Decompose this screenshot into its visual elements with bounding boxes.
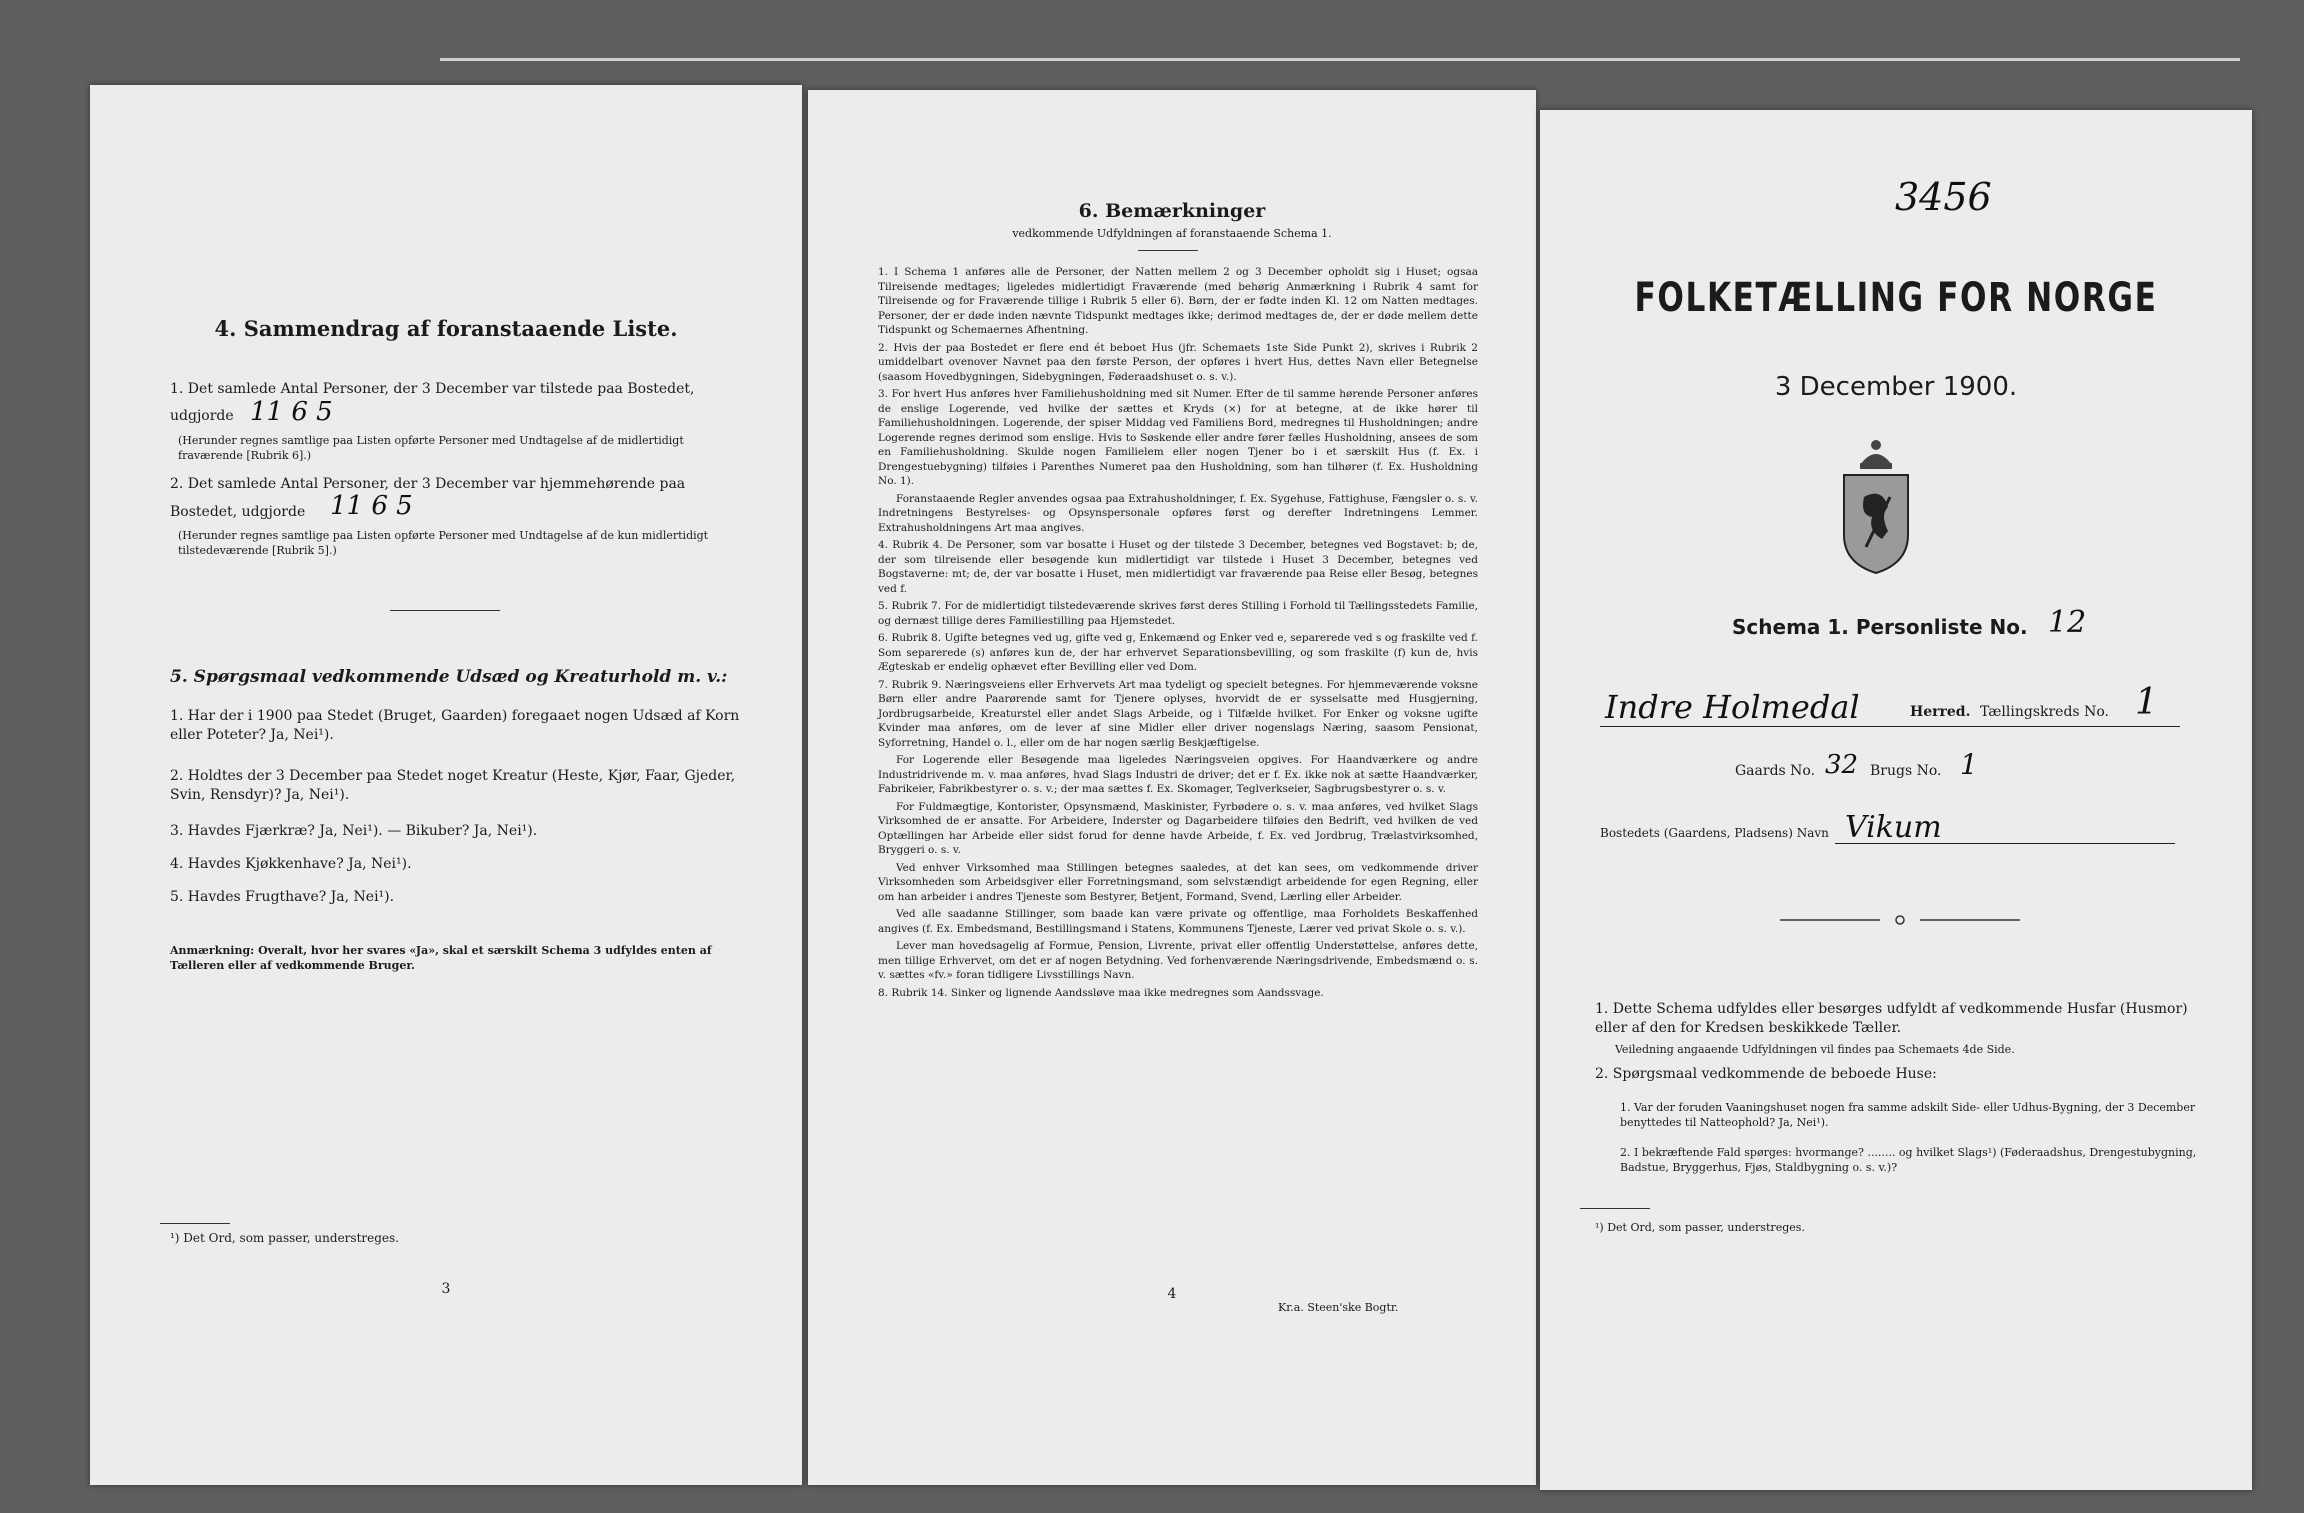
- divider: [390, 610, 500, 611]
- page-3: [90, 85, 802, 1485]
- remarks-list: [878, 265, 1478, 1003]
- remarks-title: 6. Bemærkninger: [1078, 200, 1266, 222]
- page-1-cover: [1540, 110, 2252, 1490]
- remark-item: 5. Rubrik 7. For de midlertidigt tilstedeværende skrives først deres Stilling i Forhold til Tællingsstedets Familie, og dernæst tillige deres Familiestilling paa Hjemstedet.: [878, 600, 1478, 627]
- remark-item: Ved enhver Virksomhed maa Stillingen betegnes saaledes, at det kan sees, om vedkommende driver Virksomheden som Arbeidsgiver eller Forretningsmand, som selvstændigt arbeidende for egen Regning, eller om han arbeider i andres Tjeneste som Bestyrer, Betjent, Formand, Svend, Lærling eller Arbeider.: [878, 861, 1478, 903]
- kreds-label: Tællingskreds No.: [1980, 704, 2109, 720]
- instruction-2-2: 2. I bekræftende Fald spørges: hvormange? ........ og hvilket Slags¹) (Føderaadshus, Drengestubygning, Badstue, Bryggerhus, Fjøs, Staldbygning o. s. v.)?: [1620, 1146, 2197, 1174]
- remark-item: 4. Rubrik 4. De Personer, som var bosatte i Huset og der tilstede 3 December, betegnes ved Bogstavet: b; de, der som tilreisende eller besøgende kun midlertidigt var tilstede i Huset 3 December, betegnes ved Bogstaverne: mt; de, der var bosatte i Huset, men midlertidigt var fraværende paa Reise eller Besøg, betegnes ved f.: [878, 539, 1478, 595]
- remarks-subtitle: vedkommende Udfyldningen af foranstaaende Schema 1.: [1012, 227, 1332, 240]
- remark-item: 6. Rubrik 8. Ugifte betegnes ved ug, gifte ved g, Enkemænd og Enker ved e, separerede ved s og fraskilte ved f. Som separerede (s) anføres kun de, der har erhvervet Separationsbevilling, og som fraskilte (f) kun de, hvis Ægteskab er endelig ophævet efter Bevilling eller ved Dom.: [878, 632, 1478, 673]
- question-3: 3. Havdes Fjærkræ? Ja, Nei¹). — Bikuber? Ja, Nei¹).: [170, 823, 538, 839]
- s4-item2-handwritten: 11 6 5: [330, 491, 413, 521]
- question-4: 4. Havdes Kjøkkenhave? Ja, Nei¹).: [170, 856, 412, 872]
- remark-item: Ved alle saadanne Stillinger, som baade kan være private og offentlige, maa Forholdets Beskaffenhed angives (f. Ex. Embedsmand, Bestillingsmand i Statens, Kommunens Tjeneste, Lærer ved privat Skole o. s. v.).: [878, 908, 1478, 935]
- instruction-1: 1. Dette Schema udfyldes eller besørges udfyldt af vedkommende Husfar (Husmor) eller af den for Kredsen beskikkede Tæller.: [1595, 1001, 2188, 1036]
- herred-label: Herred.: [1910, 704, 1971, 720]
- instruction-2: 2. Spørgsmaal vedkommende de beboede Huse:: [1595, 1066, 1937, 1082]
- divider: [1138, 250, 1198, 251]
- remark-item: Lever man hovedsagelig af Formue, Pension, Livrente, privat eller offentlig Understøttelse, anføres dette, men tillige Erhvervet, om det er af nogen Betydning. Ved forhenværende Næringsdrivende, Embedsmænd o. s. v. sættes «fv.» foran tidligere Livsstillings Navn.: [878, 940, 1478, 981]
- s4-item2-label: Bostedet, udgjorde: [170, 504, 306, 520]
- footnote-rule: [1580, 1208, 1650, 1209]
- section-5-title: 5. Spørgsmaal vedkommende Udsæd og Kreaturhold m. v.:: [170, 667, 728, 687]
- remark-item: 8. Rubrik 14. Sinker og lignende Aandssløve maa ikke medregnes som Aandssvage.: [878, 986, 1324, 999]
- instruction-1-sub: Veiledning angaaende Udfyldningen vil findes paa Schemaets 4de Side.: [1615, 1043, 2015, 1056]
- remark-item: 7. Rubrik 9. Næringsveiens eller Erhvervets Art maa tydeligt og specielt betegnes. For hjemmeværende voksne Børn eller andre Paarørende samt for Tjenere oplyses, hvorvidt de er sysselsatte med Husgjerning, Jordbrugsarbeide, Kreaturstel eller andet Slags Arbeide, og i Tilfælde hvilket. For Enker og voksne ugifte Kvinder maa anføres, om de lever af sine Midler eller driver nogenslags Næring, saasom Pensionat, Syforretning, Handel o. l., eller om de har nogen særlig Beskjæftigelse.: [878, 678, 1478, 749]
- remark-item: 2. Hvis der paa Bostedet er flere end ét beboet Hus (jfr. Schemaets 1ste Side Punkt 2), skrives i Rubrik 2 umiddelbart ovenover Navnet paa den første Person, der opføres i hvert Hus, dettes Navn eller Betegnelse (saasom Hovedbygningen, Sidebygningen, Føderaadshuset o. s. v.).: [878, 341, 1478, 383]
- printer-mark: Kr.a. Steen'ske Bogtr.: [1278, 1301, 1399, 1314]
- instruction-2-1: 1. Var der foruden Vaaningshuset nogen fra samme adskilt Side- eller Udhus-Bygning, der 3 December benyttedes til Natteophold? Ja, Nei¹).: [1620, 1101, 2196, 1129]
- question-2: 2. Holdtes der 3 December paa Stedet noget Kreatur (Heste, Kjør, Faar, Gjeder, Svin, Rensdyr)? Ja, Nei¹).: [170, 768, 736, 803]
- norway-coat-of-arms-icon: [1830, 435, 1922, 575]
- gaards-label: Gaards No.: [1735, 763, 1816, 779]
- gaards-handwritten: 32: [1825, 750, 1859, 780]
- archive-number: 3456: [1895, 175, 1992, 219]
- kreds-handwritten: 1: [2135, 682, 2158, 723]
- bosted-underline: [1835, 843, 2175, 844]
- remark-item: For Logerende eller Besøgende maa ligeledes Næringsveien opgives. For Haandværkere og andre Industridrivende m. v. maa anføres, hvad Slags Industri de driver; det er f. Ex. ikke nok at sætte Haandværker, Fabrikeier, Fabrikbestyrer o. s. v.; der maa sættes f. Ex. Skomager, Teglverkseier, Sagbrugsbestyrer o. s. v.: [878, 754, 1478, 795]
- annotation-note: Anmærkning: Overalt, hvor her svares «Ja», skal et særskilt Schema 3 udfyldes enten af Tælleren eller af vedkommende Bruger.: [170, 944, 712, 972]
- page-4: [808, 90, 1536, 1485]
- remark-item: 3. For hvert Hus anføres hver Familiehusholdning med sit Numer. Efter de til samme hørende Personer anføres de enslige Logerende, ved hvilke der sættes et Kryds (×) for at betegne, at de ikke hører til Familiehusholdningen. Logerende, der spiser Middag ved Familiens Bord, medregnes til Husholdningen; andre Logerende regnes derimod som enslige. Hvis to Søskende eller andre fører fælles Husholdning, ansees de som en Familiehusholdning. Skulde nogen Familielem eller nogen Tjener bo i et særskilt Hus (f. Ex. i Drengestuebygning) tilføies i Parenthes Numeret paa den Husholdning, som han tilhører (f. Ex. Husholdning No. 1).: [878, 388, 1478, 487]
- question-5: 5. Havdes Frugthave? Ja, Nei¹).: [170, 889, 395, 905]
- ornament-divider-icon: [1780, 910, 2020, 930]
- personliste-number: 12: [2048, 605, 2087, 640]
- s4-item1-label: udgjorde: [170, 408, 234, 424]
- page-number: 3: [441, 1281, 451, 1297]
- schema-label: Schema 1. Personliste No.: [1732, 615, 2028, 639]
- remark-item: For Fuldmægtige, Kontorister, Opsynsmænd, Maskinister, Fyrbødere o. s. v. maa anføres, ved hvilket Slags Virksomhed de er ansatte. For Arbeidere, Inderster og Dagarbeidere tilføies den Bedrift, ved hvilken de ved Optællingen har Arbeide eller sidst forud for denne havde Arbeide, f. Ex. ved Jordbrug, Trælastvirksomhed, Bryggeri o. s. v.: [878, 800, 1478, 856]
- question-1: 1. Har der i 1900 paa Stedet (Bruget, Gaarden) foregaaet nogen Udsæd af Korn eller Poteter? Ja, Nei¹).: [170, 708, 740, 743]
- herred-handwritten: Indre Holmedal: [1605, 688, 1860, 726]
- herred-underline: [1600, 726, 2180, 727]
- page-number: 4: [1167, 1286, 1177, 1302]
- s4-item1-note: (Herunder regnes samtlige paa Listen opførte Personer med Undtagelse af de midlertidigt fraværende [Rubrik 6].): [178, 434, 684, 462]
- brugs-handwritten: 1: [1960, 748, 1978, 781]
- census-title: FOLKETÆLLING FOR NORGE: [1634, 275, 2158, 321]
- footnote-rule: [160, 1223, 230, 1224]
- remark-item: 1. I Schema 1 anføres alle de Personer, der Natten mellem 2 og 3 December opholdt sig i Huset; ogsaa Tilreisende medtages; ligeledes midlertidigt Fraværende (med behørig Anmærkning i Rubrik 4 samt for Tilreisende og for Fraværende tillige i Rubrik 5 eller 6). Børn, der er fødte inden Kl. 12 om Natten medtages. Personer, der er døde inden nævnte Tidspunkt medtages ikke; derimod medtages de, der er døde mellem dette Tidspunkt og Schemaernes Afhentning.: [878, 266, 1478, 336]
- bosted-handwritten: Vikum: [1845, 810, 1942, 845]
- s4-item2-text: 2. Det samlede Antal Personer, der 3 December var hjemmehørende paa: [170, 476, 686, 492]
- remark-item: Foranstaaende Regler anvendes ogsaa paa Extrahusholdninger, f. Ex. Sygehuse, Fattighuse, Fængsler o. s. v. Indretningens Bestyrelses- og Opsynspersonale opføres først og derefter Indretningens Lemmer. Extrahusholdningens Art maa angives.: [878, 492, 1478, 534]
- section-4-title: 4. Sammendrag af foranstaaende Liste.: [214, 316, 678, 341]
- footnote: ¹) Det Ord, som passer, understreges.: [170, 1231, 399, 1245]
- scanner-edge-line: [440, 58, 2240, 61]
- s4-item2-note: (Herunder regnes samtlige paa Listen opførte Personer med Undtagelse af de kun midlertidigt tilstedeværende [Rubrik 5].): [178, 529, 709, 557]
- bosted-label: Bostedets (Gaardens, Pladsens) Navn: [1600, 826, 1829, 840]
- s4-item1-text: 1. Det samlede Antal Personer, der 3 December var tilstede paa Bostedet,: [170, 381, 695, 397]
- s4-item1-handwritten: 11 6 5: [250, 397, 333, 427]
- census-date: 3 December 1900.: [1774, 372, 2018, 402]
- brugs-label: Brugs No.: [1870, 763, 1942, 779]
- footnote: ¹) Det Ord, som passer, understreges.: [1595, 1221, 1805, 1234]
